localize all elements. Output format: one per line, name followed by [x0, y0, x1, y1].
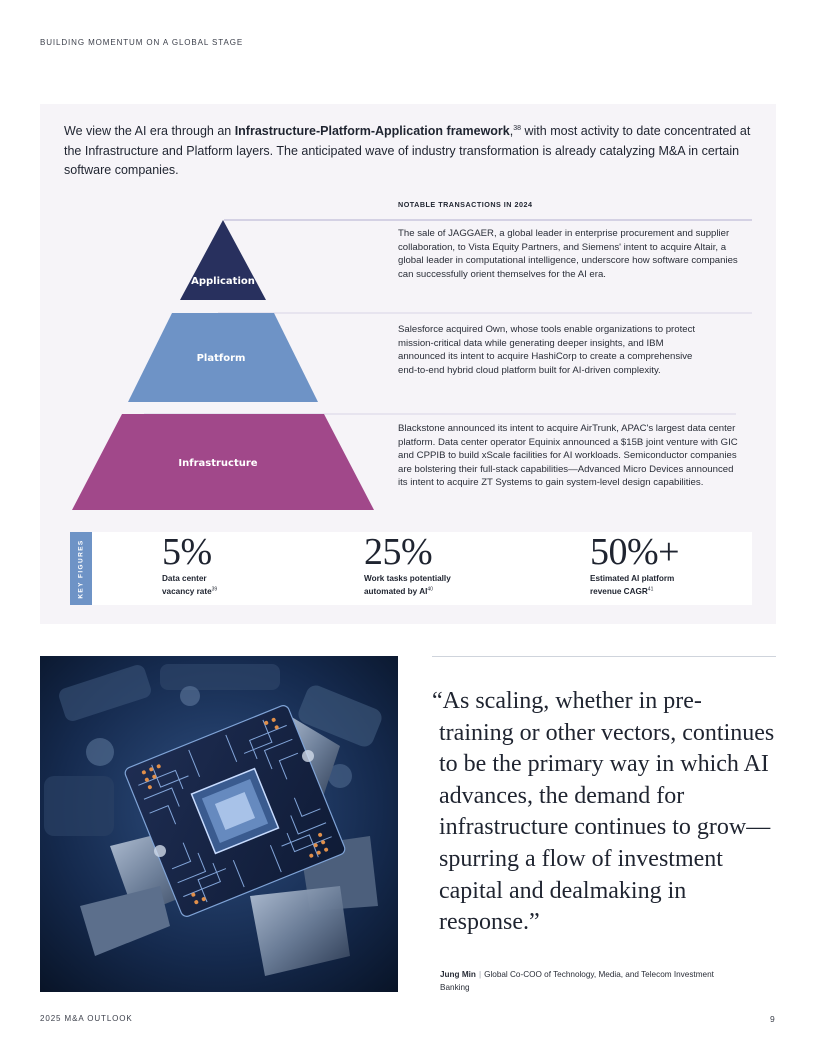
quote-author: Jung Min	[440, 970, 476, 979]
quote-attribution	[440, 969, 740, 994]
microchip-illustration	[40, 656, 398, 992]
key-figure-label: Work tasks potentially automated by AI$^{40}$	[364, 574, 451, 596]
attribution-separator: |	[478, 970, 482, 979]
infrastructure-label: Infrastructure	[178, 458, 258, 469]
intro-paragraph: We view the AI era through an Infrastructure-Platform-Application framework,$^{38}$ with most activity to date concentrated at the Infrastructure and Platform layers. The anticipated wave of industry transformation is already catalyzing M&A in certain software companies.	[64, 124, 751, 177]
key-figures-tab	[70, 532, 92, 605]
framework-name: Infrastructure-Platform-Application framework	[234, 124, 510, 138]
platform-label: Platform	[196, 353, 246, 364]
key-figure-vacancy	[162, 532, 217, 598]
running-footer: 2025 M&A OUTLOOK	[40, 1014, 133, 1023]
framework-panel	[40, 104, 776, 624]
key-figure-cagr	[590, 532, 679, 598]
transaction-application: The sale of JAGGAER, a global leader in enterprise procurement and supplier collaboration, to Vista Equity Partners, and Siemens' intent to acquire Altair, a global leader in computational intelligence, underscore how software companies can successfully orient themselves for the AI era.	[398, 228, 738, 280]
application-layer	[180, 220, 266, 300]
pull-quote: “As scaling, whether in pre-training or other vectors, continues to be the primary way in which AI advances, the demand for infrastructure continues to grow—spurring a flow of investment capital and dealmaking in response.”	[432, 688, 775, 936]
page-number: 9	[770, 1014, 775, 1024]
key-figures-strip	[70, 532, 752, 605]
key-figure-value: 50%+	[590, 531, 680, 573]
key-figure-value: 25%	[364, 531, 433, 573]
key-figure-value: 5%	[162, 531, 212, 573]
transaction-platform: Salesforce acquired Own, whose tools enable organizations to protect mission-critical data while generating deeper insights, and IBM announced its intent to acquire HashiCorp to create a comprehensive end-to-end hybrid cloud platform built for AI-driven complexity.	[398, 324, 696, 376]
application-label: Application	[191, 276, 255, 287]
intro-text-after: with most activity to date concentrated at the Infrastructure and Platform layers. The anticipated wave of industry transformation is already catalyzing M&A in certain software companies.	[64, 124, 751, 177]
intro-footnote: 38	[513, 124, 522, 132]
key-figure-automation	[364, 532, 451, 598]
running-header: BUILDING MOMENTUM ON A GLOBAL STAGE	[40, 38, 244, 47]
intro-text-before: We view the AI era through an	[64, 124, 235, 138]
transactions-heading: NOTABLE TRANSACTIONS IN 2024	[398, 200, 533, 209]
key-figure-label: Estimated AI platform revenue CAGR$^{41}$	[590, 574, 675, 596]
key-figure-label: Data center vacancy rate$^{39}$	[162, 574, 218, 596]
quote-divider	[432, 656, 776, 657]
microchip-photo	[40, 656, 398, 992]
quote-author-title: Global Co-COO of Technology, Media, and Telecom Investment Banking	[440, 970, 714, 992]
transaction-infrastructure: Blackstone announced its intent to acquire AirTrunk, APAC's largest data center platform. Data center operator Equinix announced a $15B joint venture with GIC and CPPIB to build xScale facilities for AI workloads. Semiconductor companies are bolstering their full-stack capabilities—Advanced Micro Devices announced its intent to acquire ZT Systems to gain system-level design capabilities.	[398, 423, 738, 488]
key-figures-tab-label: KEY FIGURES	[77, 539, 85, 599]
